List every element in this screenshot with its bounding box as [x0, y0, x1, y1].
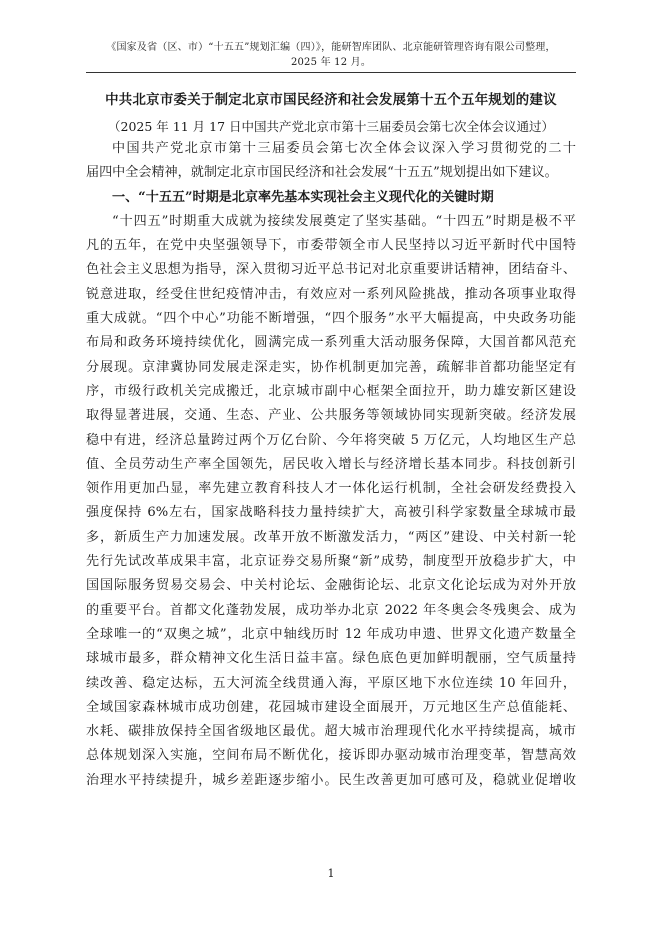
body-line: 序，市级行政机关完成搬迁，北京城市副中心框架全面拉开，助力雄安新区建设 [86, 383, 576, 399]
body-line: 球城市最多，群众精神文化生活日益丰富。绿色底色更加鲜明靓丽，空气质量持 [86, 651, 576, 667]
document-body [86, 137, 576, 793]
body-line: 凡的五年，在党中央坚强领导下，市委带领全市人民坚持以习近平新时代中国特 [86, 238, 576, 254]
page-header [86, 40, 576, 70]
body-line: 分展现。京津冀协同发展走深走实，协作机制更加完善，疏解非首都功能坚定有 [86, 359, 576, 375]
body-line: 全域国家森林城市成功创建，花园城市建设全面展开，万元地区生产总值能耗、 [86, 699, 576, 715]
document-title: 中共北京市委关于制定北京市国民经济和社会发展第十五个五年规划的建议 [105, 93, 557, 108]
section-heading: 一、“十五五”时期是北京率先基本实现社会主义现代化的关键时期 [112, 189, 494, 205]
body-line: 色社会主义思想为指导，深入贯彻习近平总书记对北京重要讲话精神，团结奋斗、 [86, 262, 576, 278]
header-line-2: 2025 年 12 月。 [290, 57, 372, 68]
body-line: 中国共产党北京市第十三届委员会第七次全体会议深入学习贯彻党的二十 [112, 141, 576, 156]
body-line: 多，新质生产力加速发展。改革开放不断激发活力，“两区”建设、中关村新一轮 [86, 529, 576, 545]
document-subtitle: （2025 年 11 月 17 日中国共产党北京市第十三届委员会第七次全体会议通过） [108, 119, 554, 134]
body-line: 先行先试改革成果丰富，北京证券交易所聚“新”成势，制度型开放稳步扩大，中 [86, 554, 576, 570]
body-line: 布局和政务环境持续优化，圆满完成一系列重大活动服务保障，大国首都风范充 [86, 335, 576, 351]
body-line: 值、全员劳动生产率全国领先，居民收入增长与经济增长基本同步。科技创新引 [86, 456, 576, 472]
body-line: 治理水平持续提升，城乡差距逐步缩小。民生改善更加可感可及，稳就业促增收 [86, 772, 576, 788]
body-line: 领作用更加凸显，率先建立教育科技人才一体化运行机制，全社会研发经费投入 [86, 481, 576, 497]
header-divider [86, 72, 576, 73]
body-line: 锐意进取，经受住世纪疫情冲击，有效应对一系列风险挑战，推动各项事业取得 [86, 286, 576, 302]
header-line-1: 《国家及省（区、市）“十五五”规划汇编（四）》，能研智库团队、北京能研管理咨询有限公司整理， [106, 42, 556, 53]
body-line: 水耗、碳排放保持全国省级地区最优。超大城市治理现代化水平持续提高，城市 [86, 724, 576, 740]
body-line: 的重要平台。首都文化蓬勃发展，成功举办北京 2022 年冬奥会冬残奥会、成为 [86, 602, 576, 618]
body-line: 续改善、稳定达标，五大河流全线贯通入海，平原区地下水位连续 10 年回升， [86, 675, 576, 691]
page-number: 1 [327, 867, 335, 880]
body-line: 总体规划深入实施，空间布局不断优化，接诉即办驱动城市治理变革，智慧高效 [86, 748, 576, 764]
body-line: 重大成就。“四个中心”功能不断增强，“四个服务”水平大幅提高，中央政务功能 [86, 311, 576, 327]
body-line: 国国际服务贸易交易会、中关村论坛、金融街论坛、北京文化论坛成为对外开放 [86, 578, 576, 594]
body-line: 全球唯一的“双奥之城”，北京中轴线历时 12 年成功申遗、世界文化遗产数量全 [86, 626, 576, 642]
body-line: 届四中全会精神，就制定北京市国民经济和社会发展“十五五”规划提出如下建议。 [86, 165, 558, 181]
body-line: 稳中有进，经济总量跨过两个万亿台阶、今年将突破 5 万亿元，人均地区生产总 [86, 432, 576, 448]
body-line: 取得显著进展，交通、生态、产业、公共服务等领域协同实现新突破。经济发展 [86, 408, 576, 424]
body-line: “十四五”时期重大成就为接续发展奠定了坚实基础。“十四五”时期是极不平 [112, 213, 576, 229]
body-line: 强度保持 6%左右，国家战略科技力量持续扩大，高被引科学家数量全球城市最 [86, 505, 576, 521]
